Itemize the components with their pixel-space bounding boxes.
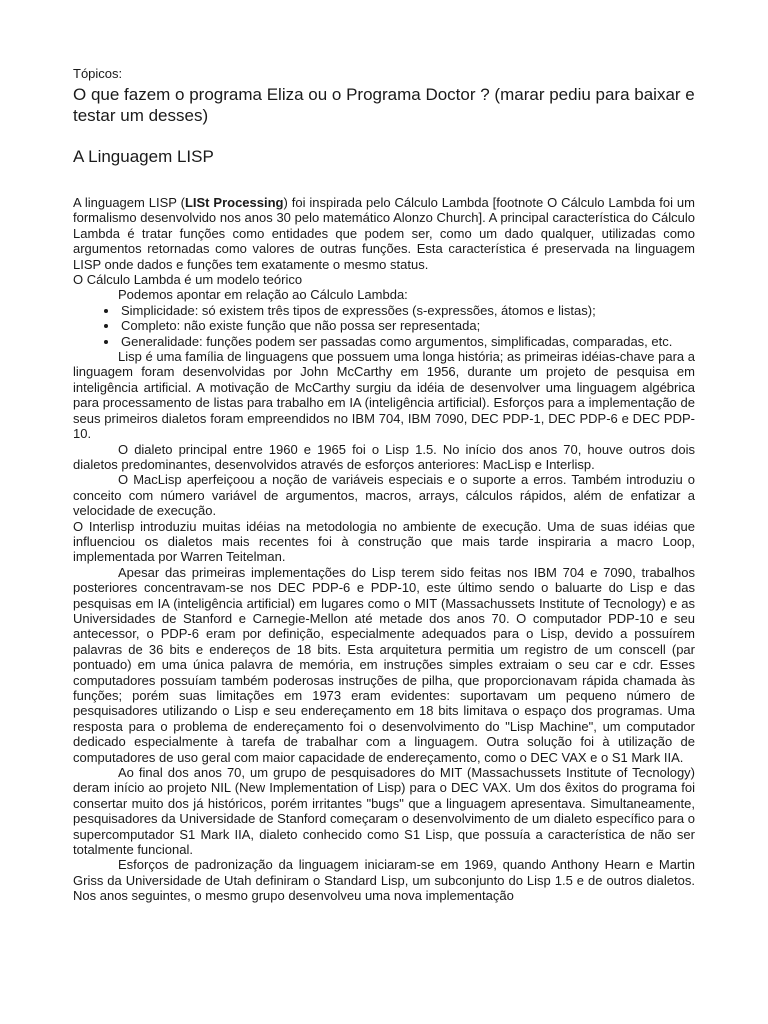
nil-paragraph: Ao final dos anos 70, um grupo de pesquisadores do MIT (Massachussets Institute of Tecnology) deram início ao projeto NIL (New Implementation of Lisp) para o DEC VAX. Um dos êxitos do programa foi consertar muito dos já históricos, porém irritantes "bugs" que a linguagem apresentava. Simultaneamente, pesquisadores da Universidade de Stanford começaram o desenvolvimento de um dialeto específico para o supercomputador S1 Mark IIA, dialeto conhecido como S1 Lisp, que possuía a característica de não ser totalmente funcional. bbox=[73, 765, 695, 858]
implementations-paragraph: Apesar das primeiras implementações do Lisp terem sido feitas nos IBM 704 e 7090, trabalhos posteriores concentravam-se nos DEC PDP-6 e PDP-10, este último sendo o baluarte do Lisp e das pesquisas em IA (inteligência artificial) em lugares como o MIT (Massachussets Institute of Tecnology) e as Universidades de Stanford e Carnegie-Mellon até metade dos anos 70. O computador PDP-10 e seu antecessor, o PDP-6 eram por definição, especialmente adequados para o Lisp, devido a possuírem palavras de 36 bits e endereços de 18 bits. Esta arquitetura permitia um registro de um conscell (par pontuado) em uma única palavra de memória, em instruções simples extraiam o seu car e cdr. Esses computadores possuíam também poderosas instruções de pilha, que proporcionavam rápida chamada às funções; porém suas limitações em 1973 eram evidentes: suportavam um pequeno número de pesquisadores utilizando o Lisp e seu endereçamento em 18 bits limitava o espaço dos programas. Uma resposta para o problema de endereçamento foi o desenvolvimento do "Lisp Machine", um computador dedicado especialmente à tarefa de trabalhar com a linguagem. Outra solução foi à utilização de computadores de uso geral com maior capacidade de endereçamento, como o DEC VAX e o S1 Mark IIA. bbox=[73, 564, 695, 765]
lambda-properties-list bbox=[73, 303, 695, 349]
question-heading: O que fazem o programa Eliza ou o Programa Doctor ? (marar pediu para baixar e testar um desses) bbox=[73, 85, 695, 125]
list-item: • Simplicidade: só existem três tipos de expressões (s-expressões, átomos e listas); bbox=[119, 303, 695, 318]
topics-label: Tópicos: bbox=[73, 66, 123, 81]
intro-bold-lis: LIS bbox=[184, 195, 206, 210]
list-item: • Completo: não existe função que não possa ser representada; bbox=[119, 318, 695, 333]
intro-after: ) foi inspirada pelo Cálculo Lambda [footnote O Cálculo Lambda foi um formalismo desenvolvido nos anos 30 pelo matemático Alonzo Church]. A principal característica do Cálculo Lambda é tratar funções como entidades que podem ser, como um dado qualquer, utilizadas como argumentos retornadas como valores de outras funções. Esta característica é preservada na linguagem LISP onde dados e funções tem exatamente o mesmo status. bbox=[73, 195, 695, 272]
intro-paragraph bbox=[73, 195, 695, 272]
list-item: • Generalidade: funções podem ser passadas como argumentos, simplificadas, comparadas, etc. bbox=[119, 334, 695, 349]
intro-before: A linguagem LISP ( bbox=[73, 195, 185, 210]
lambda-model-line: O Cálculo Lambda é um modelo teórico bbox=[73, 272, 303, 288]
history-paragraph: Lisp é uma família de linguagens que possuem uma longa história; as primeiras idéias-chave para a linguagem foram desenvolvidas por John McCarthy em 1956, durante um projeto de pesquisa em inteligência artificial. A motivação de McCarthy surgiu da idéia de desenvolver uma linguagem algébrica para processamento de listas para trabalho em IA (inteligência artificial). Esforços para a implementação de seus primeiros dialetos foram empreendidos no IBM 704, IBM 7090, DEC PDP-1, DEC PDP-6 e DEC PDP-10. bbox=[73, 349, 695, 442]
dialect-paragraph: O dialeto principal entre 1960 e 1965 foi o Lisp 1.5. No início dos anos 70, houve outros dois dialetos predominantes, desenvolvidos através de esforços anteriores: MacLisp e Interlisp. bbox=[73, 441, 695, 472]
document-body bbox=[73, 195, 695, 904]
standard-paragraph: Esforços de padronização da linguagem iniciaram-se em 1969, quando Anthony Hearn e Martin Griss da Universidade de Utah definiram o Standard Lisp, um subconjunto do Lisp 1.5 e de outros dialetos. Nos anos seguintes, o mesmo grupo desenvolveu uma nova implementação bbox=[73, 857, 695, 904]
lambda-relation-line: Podemos apontar em relação ao Cálculo Lambda: bbox=[118, 287, 408, 303]
interlisp-paragraph: O Interlisp introduziu muitas idéias na metodologia no ambiente de execução. Uma de suas idéias que influenciou os dialetos mais recentes foi à construção que mais tarde inspiraria a macro Loop, implementada por Warren Teitelman. bbox=[73, 518, 695, 565]
intro-bold-t: t Processing bbox=[205, 195, 284, 210]
document-page bbox=[73, 66, 695, 904]
section-heading: A Linguagem LISP bbox=[73, 147, 214, 166]
maclisp-paragraph: O MacLisp aperfeiçoou a noção de variáveis especiais e o suporte a erros. Também introduziu o conceito com número variável de argumentos, macros, arrays, cálculos rápidos, além de enfatizar a velocidade de execução. bbox=[73, 472, 695, 519]
